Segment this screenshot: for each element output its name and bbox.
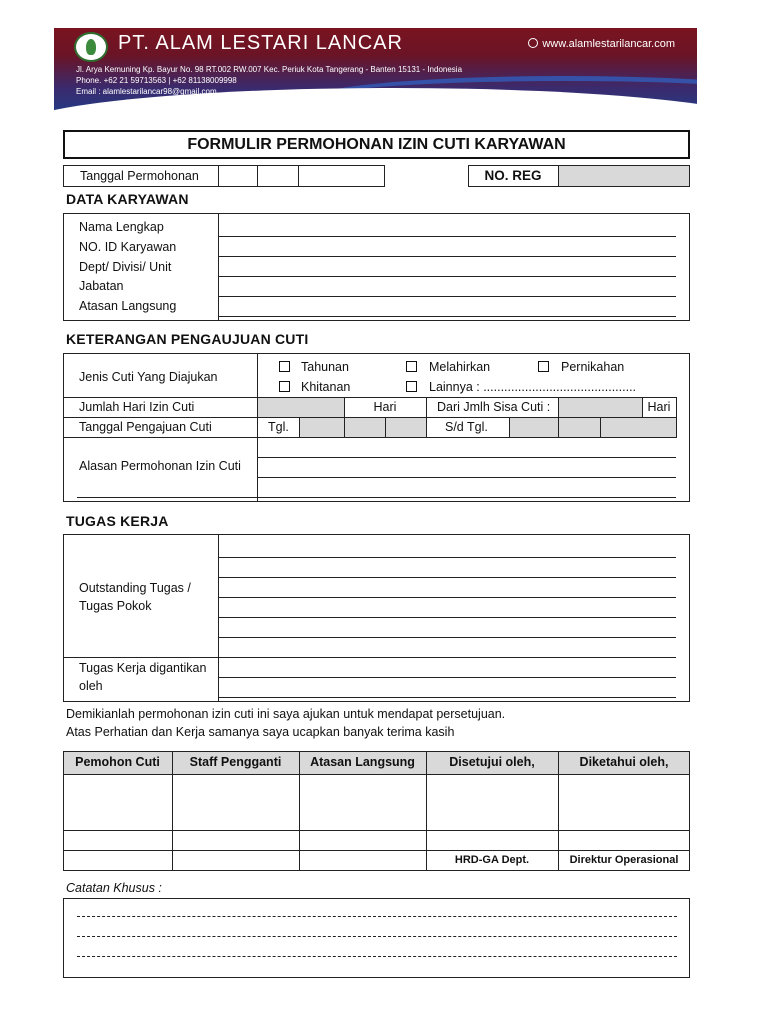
no-id-karyawan-field[interactable]: [220, 237, 676, 255]
jenis-cuti-label: Jenis Cuti Yang Diajukan: [79, 370, 218, 384]
outstanding-tugas-label-2: Tugas Pokok: [79, 599, 152, 613]
company-phone: Phone. +62 21 59713563 | +62 81138009998: [76, 76, 237, 85]
signature-atasan-field[interactable]: [300, 775, 426, 830]
alasan-label: Alasan Permohonan Izin Cuti: [79, 459, 241, 473]
signature-diketahui-field[interactable]: [559, 775, 689, 830]
no-reg-label: NO. REG: [484, 168, 542, 183]
sd-tgl-label: S/d Tgl.: [445, 420, 488, 434]
col-pemohon-cuti: Pemohon Cuti: [75, 755, 160, 769]
tgl-to-year-field[interactable]: [601, 418, 676, 437]
tugas-kerja-heading: TUGAS KERJA: [66, 513, 169, 529]
sisa-cuti-field[interactable]: [559, 398, 642, 417]
signature-pemohon-field[interactable]: [64, 775, 172, 830]
tanggal-month-field[interactable]: [258, 166, 298, 186]
nama-lengkap-field[interactable]: [220, 217, 676, 235]
tgl-to-month-field[interactable]: [559, 418, 600, 437]
digantikan-label-2: oleh: [79, 679, 103, 693]
catatan-box[interactable]: [63, 898, 690, 978]
jabatan-field[interactable]: [220, 277, 676, 295]
outstanding-tugas-label-1: Outstanding Tugas /: [79, 581, 191, 595]
tree-logo-icon: [74, 32, 108, 62]
company-email: Email : alamlestarilancar98@gmail.com: [76, 87, 217, 96]
data-karyawan-heading: DATA KARYAWAN: [66, 191, 189, 207]
jumlah-hari-label: Jumlah Hari Izin Cuti: [79, 400, 195, 414]
jabatan-label: Jabatan: [79, 279, 124, 293]
atasan-langsung-field[interactable]: [220, 297, 676, 315]
letterhead: [54, 28, 697, 120]
option-pernikahan-label: Pernikahan: [561, 360, 625, 374]
outstanding-tugas-field[interactable]: [220, 538, 676, 656]
sisa-cuti-label: Dari Jmlh Sisa Cuti :: [437, 400, 551, 414]
tgl-from-year-field[interactable]: [386, 418, 426, 437]
dept-divisi-unit-label: Dept/ Divisi/ Unit: [79, 260, 172, 274]
tanggal-day-field[interactable]: [219, 166, 257, 186]
dept-divisi-unit-field[interactable]: [220, 257, 676, 275]
checkbox-tahunan[interactable]: [279, 361, 290, 372]
tgl-to-day-field[interactable]: [510, 418, 558, 437]
tanggal-permohonan-label: Tanggal Permohonan: [80, 169, 199, 183]
jumlah-hari-field[interactable]: [258, 398, 344, 417]
checkbox-lainnya[interactable]: [406, 381, 417, 392]
form-title: FORMULIR PERMOHONAN IZIN CUTI KARYAWAN: [63, 130, 690, 159]
closing-line-1: Demikianlah permohonan izin cuti ini saya ajukan untuk mendapat persetujuan.: [66, 707, 506, 721]
company-address: Jl. Arya Kemuning Kp. Bayur No. 98 RT.002 RW.007 Kec. Periuk Kota Tangerang - Banten 15131 - Indonesia: [76, 65, 463, 74]
company-website[interactable]: www.alamlestarilancar.com: [528, 38, 675, 50]
col-staff-pengganti: Staff Pengganti: [189, 755, 282, 769]
digantikan-label-1: Tugas Kerja digantikan: [79, 661, 207, 675]
globe-icon: [528, 38, 538, 48]
keterangan-heading: KETERANGAN PENGAUJUAN CUTI: [66, 331, 309, 347]
nama-lengkap-label: Nama Lengkap: [79, 220, 164, 234]
no-id-karyawan-label: NO. ID Karyawan: [79, 240, 177, 254]
catatan-line-1: [77, 916, 677, 917]
option-melahirkan-label: Melahirkan: [429, 360, 491, 374]
catatan-line-3: [77, 956, 677, 957]
dept-hrd-ga: HRD-GA Dept.: [454, 854, 530, 866]
dept-direktur-operasional: Direktur Operasional: [569, 854, 679, 866]
tgl-from-day-field[interactable]: [300, 418, 344, 437]
atasan-langsung-label: Atasan Langsung: [79, 299, 177, 313]
col-diketahui-oleh: Diketahui oleh,: [579, 755, 669, 769]
option-tahunan-label: Tahunan: [301, 360, 349, 374]
signature-staff-field[interactable]: [173, 775, 299, 830]
catatan-khusus-label: Catatan Khusus :: [66, 881, 162, 895]
tanggal-year-field[interactable]: [299, 166, 384, 186]
catatan-line-2: [77, 936, 677, 937]
jumlah-hari-unit: Hari: [373, 400, 397, 414]
tgl-from-month-field[interactable]: [345, 418, 385, 437]
tanggal-pengajuan-label: Tanggal Pengajuan Cuti: [79, 420, 212, 434]
alasan-field[interactable]: [259, 439, 676, 497]
tgl-from-label: Tgl.: [268, 420, 289, 434]
digantikan-field[interactable]: [220, 659, 676, 697]
col-disetujui-oleh: Disetujui oleh,: [449, 755, 535, 769]
checkbox-khitanan[interactable]: [279, 381, 290, 392]
closing-line-2: Atas Perhatian dan Kerja samanya saya ucapkan banyak terima kasih: [66, 725, 455, 739]
checkbox-pernikahan[interactable]: [538, 361, 549, 372]
sisa-cuti-unit: Hari: [647, 400, 671, 414]
option-lainnya-label: Lainnya : ............................................: [429, 380, 637, 394]
signature-disetujui-field[interactable]: [427, 775, 558, 830]
col-atasan-langsung: Atasan Langsung: [310, 755, 415, 769]
option-khitanan-label: Khitanan: [301, 380, 351, 394]
checkbox-melahirkan[interactable]: [406, 361, 417, 372]
company-name: PT. ALAM LESTARI LANCAR: [118, 32, 403, 54]
no-reg-field[interactable]: [558, 166, 689, 186]
